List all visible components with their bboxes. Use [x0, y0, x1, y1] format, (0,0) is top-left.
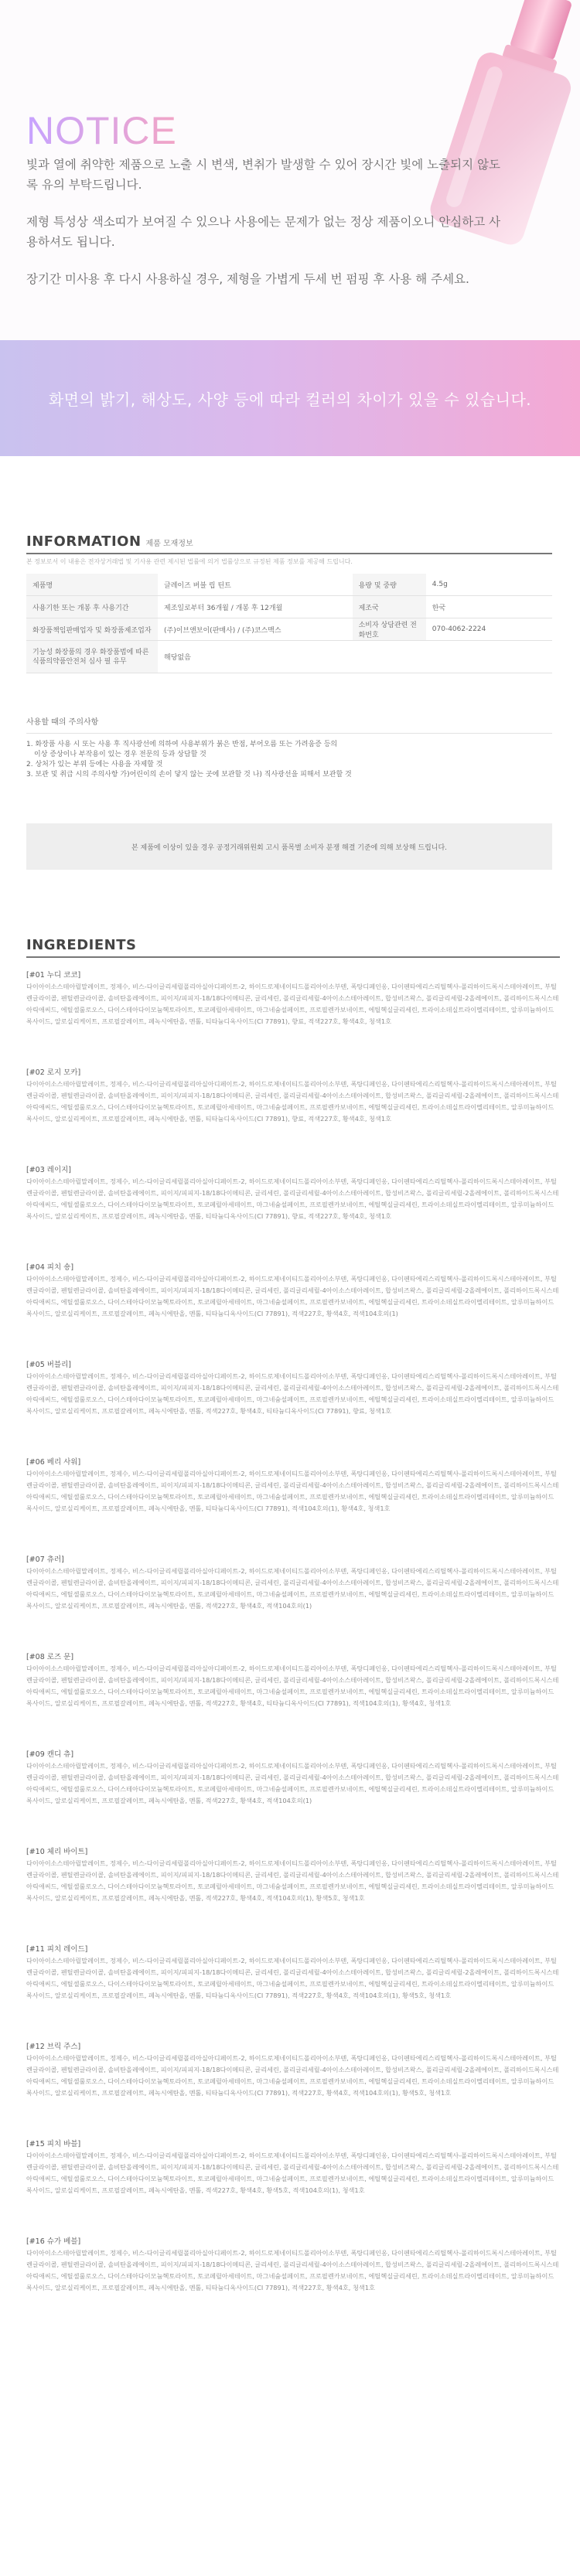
ingredient-text: 다이아이소스테아릴말레이트, 정제수, 비스-다이글리세릴폴리아실아디페이트-2, 하이드로제네이티드폴리아이소부텐, 폭탕디페인옹, 다이펜타에리스리틸헥사-폴리하이드록시스테아레이트, 부틸렌글라이콜, 펜틸렌글라이콜, 솔비탄올레에이트, 피이지/피피지-18/18다이메티콘, 글리세린, 폴리글리세릴-4아이소스테아레이트, 합성비즈왁스, 폴리글리세릴-2올레에이트, 폴리하이드록시스테아릭애씨드, 에틸셀룰로오스, 다이스테아다이모늄헥토라이트, 토코페릴아세테이트, 마그네슘설페이트, 프로필렌카보네이트, 에틸헥실글리세린, 트라이소데실트라이멜리테이트, 알루미늄하이드록사이드, 알로실리케이트, 프로필갈레이트, 페녹시에탄올, 멘톨, 적색227호, 황색4호, 황색5호, 적색104호의(1), 청색1호: [26, 2152, 559, 2194]
ingredient-shade-name: [#11 피치 레이드]: [26, 1945, 88, 1954]
ingredient-shade-name: [#05 버블리]: [26, 1361, 72, 1369]
ingredient-text: 다이아이소스테아릴말레이트, 정제수, 비스-다이글리세릴폴리아실아디페이트-2, 하이드로제네이티드폴리아이소부텐, 폭탕디페인옹, 다이펜타에리스리틸헥사-폴리하이드록시스테아레이트, 부틸렌글라이콜, 펜틸렌글라이콜, 솔비탄올레에이트, 피이지/피피지-18/18다이메티콘, 글리세린, 폴리글리세릴-4아이소스테아레이트, 합성비즈왁스, 폴리글리세릴-2올레에이트, 폴리하이드록시스테아릭애씨드, 에틸셀룰로오스, 다이스테아다이모늄헥토라이트, 토코페릴아세테이트, 마그네슘설페이트, 프로필렌카보네이트, 에틸헥실글리세린, 트라이소데실트라이멜리테이트, 알루미늄하이드록사이드, 알로실리케이트, 프로필갈레이트, 페녹시에탄올, 멘톨, 티타늄디옥사이드(CI 77891), 향료, 적색227호, 황색4호, 청색1호: [26, 983, 559, 1025]
ingredient-text: 다이아이소스테아릴말레이트, 정제수, 비스-다이글리세릴폴리아실아디페이트-2, 하이드로제네이티드폴리아이소부텐, 폭탕디페인옹, 다이펜타에리스리틸헥사-폴리하이드록시스테아레이트, 부틸렌글라이콜, 펜틸렌글라이콜, 솔비탄올레에이트, 피이지/피피지-18/18다이메티콘, 글리세린, 폴리글리세릴-4아이소스테아레이트, 합성비즈왁스, 폴리글리세릴-2올레에이트, 폴리하이드록시스테아릭애씨드, 에틸셀룰로오스, 다이스테아다이모늄헥토라이트, 토코페릴아세테이트, 마그네슘설페이트, 프로필렌카보네이트, 에틸헥실글리세린, 트라이소데실트라이멜리테이트, 알루미늄하이드록사이드, 알로실리케이트, 프로필갈레이트, 페녹시에탄올, 멘톨, 적색227호, 황색4호, 적색104호의(1), 황색5호, 청색1호: [26, 1859, 559, 1902]
ingredient-item: [26, 1555, 560, 1635]
information-note: 본 정보로서 이 내용은 전자상거래법 및 기사용 관련 제시된 법률에 의거 법률상으로 규정된 제품 정보를 제공해 드립니다.: [26, 558, 353, 565]
ingredient-shade-name: [#10 체리 바이트]: [26, 1848, 88, 1856]
caution-item: 3. 보관 및 취급 시의 주의사항 가)어린이의 손이 닿지 않는 곳에 보관할 것 나) 직사광선을 피해서 보관할 것: [26, 771, 352, 779]
compensation-notice-box: [26, 823, 552, 870]
ingredient-text: 다이아이소스테아릴말레이트, 정제수, 비스-다이글리세릴폴리아실아디페이트-2, 하이드로제네이티드폴리아이소부텐, 폭탕디페인옹, 다이펜타에리스리틸헥사-폴리하이드록시스테아레이트, 부틸렌글라이콜, 펜틸렌글라이콜, 솔비탄올레에이트, 피이지/피피지-18/18다이메티콘, 글리세린, 폴리글리세릴-4아이소스테아레이트, 합성비즈왁스, 폴리글리세릴-2올레에이트, 폴리하이드록시스테아릭애씨드, 에틸셀룰로오스, 다이스테아다이모늄헥토라이트, 토코페릴아세테이트, 마그네슘설페이트, 프로필렌카보네이트, 에틸헥실글리세린, 트라이소데실트라이멜리테이트, 알루미늄하이드록사이드, 알로실리케이트, 프로필갈레이트, 페녹시에탄올, 멘톨, 티타늄디옥사이드(CI 77891), 향료, 적색227호, 황색4호, 청색1호: [26, 1177, 559, 1220]
color-disclaimer-banner: [0, 340, 580, 456]
table-cell-empty: [353, 641, 426, 673]
ingredient-item: [26, 1068, 560, 1148]
information-section: [26, 533, 552, 673]
ingredient-text: 다이아이소스테아릴말레이트, 정제수, 비스-다이글리세릴폴리아실아디페이트-2, 하이드로제네이티드폴리아이소부텐, 폭탕디페인옹, 다이펜타에리스리틸헥사-폴리하이드록시스테아레이트, 부틸렌글라이콜, 펜틸렌글라이콜, 솔비탄올레에이트, 피이지/피피지-18/18다이메티콘, 글리세린, 폴리글리세릴-4아이소스테아레이트, 합성비즈왁스, 폴리글리세릴-2올레에이트, 폴리하이드록시스테아릭애씨드, 에틸셀룰로오스, 다이스테아다이모늄헥토라이트, 토코페릴아세테이트, 마그네슘설페이트, 프로필렌카보네이트, 에틸헥실글리세린, 트라이소데실트라이멜리테이트, 알루미늄하이드록사이드, 알로실리케이트, 프로필갈레이트, 페녹시에탄올, 멘톨, 적색227호, 황색4호, 티타늄디옥사이드(CI 77891), 향료, 청색1호: [26, 1372, 559, 1415]
table-cell-key: 소비자 상담관련 전화번호: [353, 618, 426, 641]
ingredient-shade-name: [#02 로지 모카]: [26, 1068, 81, 1077]
table-cell-value: (주)이브앤보이(판매사) / (주)코스맥스: [158, 618, 353, 641]
information-title: INFORMATION: [26, 533, 142, 550]
ingredient-item: [26, 1847, 560, 1927]
banner-text: 화면의 밝기, 해상도, 사양 등에 따라 컬러의 차이가 있을 수 있습니다.: [48, 390, 532, 409]
ingredients-section: [26, 937, 560, 2334]
notice-title: NOTICE: [26, 109, 177, 152]
ingredient-item: [26, 2237, 560, 2317]
ingredient-shade-name: [#16 슈가 베블]: [26, 2237, 81, 2246]
table-cell-value: 070-4062-2224: [426, 618, 552, 641]
ingredient-shade-name: [#07 츄러]: [26, 1555, 64, 1564]
compensation-notice-text: 본 제품에 이상이 있을 경우 공정거래위원회 고시 품목별 소비자 분쟁 해결 기준에 의해 보상해 드립니다.: [131, 843, 448, 852]
ingredient-text: 다이아이소스테아릴말레이트, 정제수, 비스-다이글리세릴폴리아실아디페이트-2, 하이드로제네이티드폴리아이소부텐, 폭탕디페인옹, 다이펜타에리스리틸헥사-폴리하이드록시스테아레이트, 부틸렌글라이콜, 펜틸렌글라이콜, 솔비탄올레에이트, 피이지/피피지-18/18다이메티콘, 글리세린, 폴리글리세릴-4아이소스테아레이트, 합성비즈왁스, 폴리글리세릴-2올레에이트, 폴리하이드록시스테아릭애씨드, 에틸셀룰로오스, 다이스테아다이모늄헥토라이트, 토코페릴아세테이트, 마그네슘설페이트, 프로필렌카보네이트, 에틸헥실글리세린, 트라이소데실트라이멜리테이트, 알루미늄하이드록사이드, 알로실리케이트, 프로필갈레이트, 페녹시에탄올, 멘톨, 티타늄디옥사이드(CI 77891), 적색104호의(1), 황색4호, 청색1호: [26, 1470, 559, 1512]
ingredient-item: [26, 1652, 560, 1733]
ingredient-item: [26, 2042, 560, 2122]
caution-item: 2. 상처가 있는 부위 등에는 사용을 자제할 것: [26, 761, 163, 768]
ingredient-item: [26, 1360, 560, 1440]
table-row: [26, 641, 552, 673]
table-cell-value: 4.5g: [426, 574, 552, 596]
ingredient-text: 다이아이소스테아릴말레이트, 정제수, 비스-다이글리세릴폴리아실아디페이트-2, 하이드로제네이티드폴리아이소부텐, 폭탕디페인옹, 다이펜타에리스리틸헥사-폴리하이드록시스테아레이트, 부틸렌글라이콜, 펜틸렌글라이콜, 솔비탄올레에이트, 피이지/피피지-18/18다이메티콘, 글리세린, 폴리글리세릴-4아이소스테아레이트, 합성비즈왁스, 폴리글리세릴-2올레에이트, 폴리하이드록시스테아릭애씨드, 에틸셀룰로오스, 다이스테아다이모늄헥토라이트, 토코페릴아세테이트, 마그네슘설페이트, 프로필렌카보네이트, 에틸헥실글리세린, 트라이소데실트라이멜리테이트, 알루미늄하이드록사이드, 알로실리케이트, 프로필갈레이트, 페녹시에탄올, 멘톨, 적색227호, 황색4호, 적색104호의(1): [26, 1567, 559, 1610]
ingredient-text: 다이아이소스테아릴말레이트, 정제수, 비스-다이글리세릴폴리아실아디페이트-2, 하이드로제네이티드폴리아이소부텐, 폭탕디페인옹, 다이펜타에리스리틸헥사-폴리하이드록시스테아레이트, 부틸렌글라이콜, 펜틸렌글라이콜, 솔비탄올레에이트, 피이지/피피지-18/18다이메티콘, 글리세린, 폴리글리세릴-4아이소스테아레이트, 합성비즈왁스, 폴리글리세릴-2올레에이트, 폴리하이드록시스테아릭애씨드, 에틸셀룰로오스, 다이스테아다이모늄헥토라이트, 토코페릴아세테이트, 마그네슘설페이트, 프로필렌카보네이트, 에틸헥실글리세린, 트라이소데실트라이멜리테이트, 알루미늄하이드록사이드, 알로실리케이트, 프로필갈레이트, 페녹시에탄올, 멘톨, 티타늄디옥사이드(CI 77891), 적색227호, 황색4호, 청색1호: [26, 2249, 559, 2291]
notice-paragraph: 제형 특성상 색소띠가 보여질 수 있으나 사용에는 문제가 없는 정상 제품이오니 안심하고 사용하셔도 됩니다.: [26, 215, 501, 249]
ingredient-text: 다이아이소스테아릴말레이트, 정제수, 비스-다이글리세릴폴리아실아디페이트-2, 하이드로제네이티드폴리아이소부텐, 폭탕디페인옹, 다이펜타에리스리틸헥사-폴리하이드록시스테아레이트, 부틸렌글라이콜, 펜틸렌글라이콜, 솔비탄올레에이트, 피이지/피피지-18/18다이메티콘, 글리세린, 폴리글리세릴-4아이소스테아레이트, 합성비즈왁스, 폴리글리세릴-2올레에이트, 폴리하이드록시스테아릭애씨드, 에틸셀룰로오스, 다이스테아다이모늄헥토라이트, 토코페릴아세테이트, 마그네슘설페이트, 프로필렌카보네이트, 에틸헥실글리세린, 트라이소데실트라이멜리테이트, 알루미늄하이드록사이드, 알로실리케이트, 프로필갈레이트, 페녹시에탄올, 멘톨, 티타늄디옥사이드(CI 77891), 적색227호, 황색4호, 적색104호의(1): [26, 1275, 559, 1317]
table-cell-key: 제조국: [353, 596, 426, 618]
table-row: [26, 596, 552, 618]
ingredients-title: INGREDIENTS: [26, 937, 560, 958]
product-info-table: [26, 574, 552, 673]
table-row: [26, 574, 552, 596]
table-row: [26, 618, 552, 641]
table-cell-key: 용량 및 중량: [353, 574, 426, 596]
table-cell-value: 글레이즈 버블 립 틴트: [158, 574, 353, 596]
ingredient-shade-name: [#15 피치 바블]: [26, 2140, 81, 2148]
table-cell-empty: [426, 641, 552, 673]
caution-list: [26, 740, 552, 780]
table-cell-key: 사용기한 또는 개봉 후 사용기간: [26, 596, 158, 618]
ingredient-item: [26, 1165, 560, 1245]
table-cell-key: 기능성 화장품의 경우 화장품법에 따른 식품의약품안전처 심사 필 유무: [26, 641, 158, 673]
ingredient-shade-name: [#06 베리 사워]: [26, 1458, 81, 1467]
information-subtitle: 제품 모재정보: [145, 540, 193, 548]
table-cell-value: 해당없음: [158, 641, 353, 673]
ingredient-shade-name: [#12 브릭 주스]: [26, 2043, 81, 2051]
caution-item: 1. 화장품 사용 시 또는 사용 후 직사광선에 의하여 사용부위가 붉은 반점, 부어오름 또는 가려움증 등의: [26, 741, 338, 748]
ingredient-item: [26, 2139, 560, 2220]
notice-paragraph: 빛과 열에 취약한 제품으로 노출 시 변색, 변취가 발생할 수 있어 장시간 빛에 노출되지 않도록 유의 부탁드립니다.: [26, 158, 500, 192]
table-cell-key: 화장품책임판매업자 및 화장품제조업자: [26, 618, 158, 641]
notice-paragraph: 장기간 미사용 후 다시 사용하실 경우, 제형을 가볍게 두세 번 펌핑 후 사용 해 주세요.: [26, 272, 469, 286]
ingredients-list: [26, 970, 560, 2317]
ingredient-shade-name: [#04 피치 숑]: [26, 1263, 74, 1272]
caution-title: 사용할 때의 주의사항: [26, 715, 552, 734]
ingredient-shade-name: [#08 로즈 문]: [26, 1653, 74, 1661]
ingredient-shade-name: [#09 캔디 츄]: [26, 1750, 74, 1759]
ingredient-text: 다이아이소스테아릴말레이트, 정제수, 비스-다이글리세릴폴리아실아디페이트-2, 하이드로제네이티드폴리아이소부텐, 폭탕디페인옹, 다이펜타에리스리틸헥사-폴리하이드록시스테아레이트, 부틸렌글라이콜, 펜틸렌글라이콜, 솔비탄올레에이트, 피이지/피피지-18/18다이메티콘, 글리세린, 폴리글리세릴-4아이소스테아레이트, 합성비즈왁스, 폴리글리세릴-2올레에이트, 폴리하이드록시스테아릭애씨드, 에틸셀룰로오스, 다이스테아다이모늄헥토라이트, 토코페릴아세테이트, 마그네슘설페이트, 프로필렌카보네이트, 에틸헥실글리세린, 트라이소데실트라이멜리테이트, 알루미늄하이드록사이드, 알로실리케이트, 프로필갈레이트, 페녹시에탄올, 멘톨, 적색227호, 황색4호, 적색104호의(1): [26, 1762, 559, 1804]
ingredient-item: [26, 1457, 560, 1538]
notice-section: [0, 0, 580, 340]
ingredient-shade-name: [#01 누디 코코]: [26, 971, 81, 980]
caution-item: 이상 증상이나 부작용이 있는 경우 전문의 등과 상담할 것: [34, 751, 206, 758]
ingredient-item: [26, 1750, 560, 1830]
ingredient-text: 다이아이소스테아릴말레이트, 정제수, 비스-다이글리세릴폴리아실아디페이트-2, 하이드로제네이티드폴리아이소부텐, 폭탕디페인옹, 다이펜타에리스리틸헥사-폴리하이드록시스테아레이트, 부틸렌글라이콜, 펜틸렌글라이콜, 솔비탄올레에이트, 피이지/피피지-18/18다이메티콘, 글리세린, 폴리글리세릴-4아이소스테아레이트, 합성비즈왁스, 폴리글리세릴-2올레에이트, 폴리하이드록시스테아릭애씨드, 에틸셀룰로오스, 다이스테아다이모늄헥토라이트, 토코페릴아세테이트, 마그네슘설페이트, 프로필렌카보네이트, 에틸헥실글리세린, 트라이소데실트라이멜리테이트, 알루미늄하이드록사이드, 알로실리케이트, 프로필갈레이트, 페녹시에탄올, 멘톨, 적색227호, 황색4호, 티타늄디옥사이드(CI 77891), 적색104호의(1), 황색4호, 청색1호: [26, 1665, 559, 1707]
ingredient-item: [26, 1262, 560, 1343]
ingredient-shade-name: [#03 레이지]: [26, 1166, 72, 1174]
ingredient-text: 다이아이소스테아릴말레이트, 정제수, 비스-다이글리세릴폴리아실아디페이트-2, 하이드로제네이티드폴리아이소부텐, 폭탕디페인옹, 다이펜타에리스리틸헥사-폴리하이드록시스테아레이트, 부틸렌글라이콜, 펜틸렌글라이콜, 솔비탄올레에이트, 피이지/피피지-18/18다이메티콘, 글리세린, 폴리글리세릴-4아이소스테아레이트, 합성비즈왁스, 폴리글리세릴-2올레에이트, 폴리하이드록시스테아릭애씨드, 에틸셀룰로오스, 다이스테아다이모늄헥토라이트, 토코페릴아세테이트, 마그네슘설페이트, 프로필렌카보네이트, 에틸헥실글리세린, 트라이소데실트라이멜리테이트, 알루미늄하이드록사이드, 알로실리케이트, 프로필갈레이트, 페녹시에탄올, 멘톨, 티타늄디옥사이드(CI 77891), 향료, 적색227호, 황색4호, 청색1호: [26, 1080, 559, 1123]
ingredient-text: 다이아이소스테아릴말레이트, 정제수, 비스-다이글리세릴폴리아실아디페이트-2, 하이드로제네이티드폴리아이소부텐, 폭탕디페인옹, 다이펜타에리스리틸헥사-폴리하이드록시스테아레이트, 부틸렌글라이콜, 펜틸렌글라이콜, 솔비탄올레에이트, 피이지/피피지-18/18다이메티콘, 글리세린, 폴리글리세릴-4아이소스테아레이트, 합성비즈왁스, 폴리글리세릴-2올레에이트, 폴리하이드록시스테아릭애씨드, 에틸셀룰로오스, 다이스테아다이모늄헥토라이트, 토코페릴아세테이트, 마그네슘설페이트, 프로필렌카보네이트, 에틸헥실글리세린, 트라이소데실트라이멜리테이트, 알루미늄하이드록사이드, 알로실리케이트, 프로필갈레이트, 페녹시에탄올, 멘톨, 티타늄디옥사이드(CI 77891), 적색227호, 황색4호, 적색104호의(1), 황색5호, 청색1호: [26, 2054, 559, 2097]
table-cell-value: 제조일로부터 36개월 / 개봉 후 12개월: [158, 596, 353, 618]
ingredient-item: [26, 970, 560, 1051]
table-cell-value: 한국: [426, 596, 552, 618]
ingredient-text: 다이아이소스테아릴말레이트, 정제수, 비스-다이글리세릴폴리아실아디페이트-2, 하이드로제네이티드폴리아이소부텐, 폭탕디페인옹, 다이펜타에리스리틸헥사-폴리하이드록시스테아레이트, 부틸렌글라이콜, 펜틸렌글라이콜, 솔비탄올레에이트, 피이지/피피지-18/18다이메티콘, 글리세린, 폴리글리세릴-4아이소스테아레이트, 합성비즈왁스, 폴리글리세릴-2올레에이트, 폴리하이드록시스테아릭애씨드, 에틸셀룰로오스, 다이스테아다이모늄헥토라이트, 토코페릴아세테이트, 마그네슘설페이트, 프로필렌카보네이트, 에틸헥실글리세린, 트라이소데실트라이멜리테이트, 알루미늄하이드록사이드, 알로실리케이트, 프로필갈레이트, 페녹시에탄올, 멘톨, 티타늄디옥사이드(CI 77891), 적색227호, 황색4호, 적색104호의(1), 황색5호, 청색1호: [26, 1957, 559, 1999]
notice-body: [26, 155, 506, 306]
caution-section: [26, 715, 552, 780]
table-cell-key: 제품명: [26, 574, 158, 596]
information-header: [26, 533, 552, 554]
ingredient-item: [26, 1944, 560, 2025]
